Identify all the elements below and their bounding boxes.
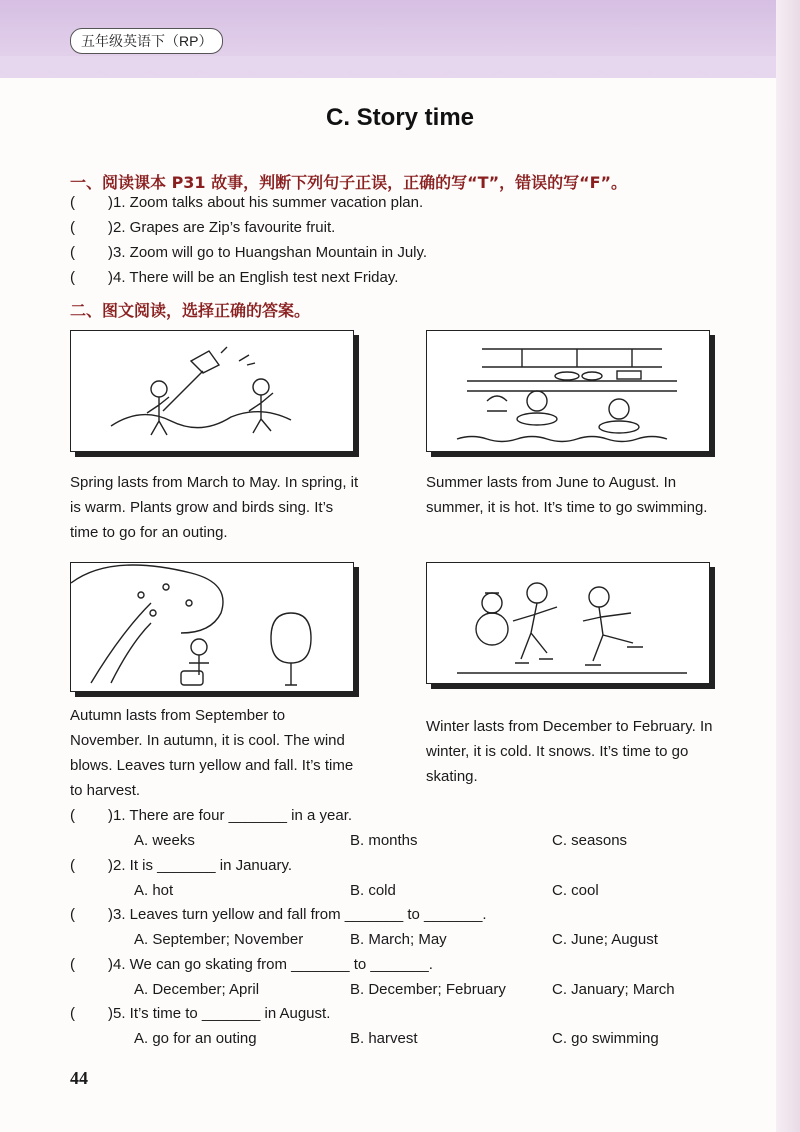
answer-blank[interactable]: ( [70, 1005, 75, 1022]
page-number: 44 [70, 1068, 88, 1088]
option-a[interactable]: A. go for an outing [134, 1030, 257, 1047]
book-label: 五年级英语下（RP） [70, 28, 223, 54]
harvest-tree-icon [71, 563, 353, 691]
answer-blank[interactable]: ( [70, 906, 75, 923]
question-text: )3. Leaves turn yellow and fall from _______ to _______. [108, 906, 487, 923]
page-edge-strip [776, 0, 800, 1132]
header-scallop-edge [0, 56, 800, 84]
statement-text: )2. Grapes are Zip’s favourite fruit. [108, 219, 336, 236]
skating-snowman-icon [427, 563, 709, 683]
option-a[interactable]: A. hot [134, 882, 174, 899]
option-b[interactable]: B. cold [350, 882, 396, 899]
answer-blank[interactable]: ( [70, 269, 75, 286]
summer-caption: Summer lasts from June to August. In summer, it is hot. It’s time to go swimming. [426, 474, 708, 516]
answer-blank[interactable]: ( [70, 807, 75, 824]
spring-caption: Spring lasts from March to May. In spring, it is warm. Plants grow and birds sing. It’s time to go for an outing. [70, 474, 359, 541]
option-b[interactable]: B. March; May [350, 931, 447, 948]
answer-blank[interactable]: ( [70, 219, 75, 236]
option-b[interactable]: B. harvest [350, 1030, 418, 1047]
option-c[interactable]: C. cool [552, 882, 599, 899]
option-a[interactable]: A. December; April [134, 981, 260, 998]
option-b[interactable]: B. months [350, 832, 418, 849]
answer-blank[interactable]: ( [70, 194, 75, 211]
option-c[interactable]: C. January; March [552, 981, 675, 998]
autumn-caption: Autumn lasts from September to November. In autumn, it is cool. The wind blows. Leaves turn yellow and fall. It’s time to harvest. [70, 707, 354, 799]
option-a[interactable]: A. September; November [134, 931, 304, 948]
statement-text: )1. Zoom talks about his summer vacation plan. [108, 194, 424, 211]
statement-text: )4. There will be an English test next Friday. [108, 269, 399, 286]
question-text: )1. There are four _______ in a year. [108, 807, 353, 824]
question-text: )4. We can go skating from _______ to _______. [108, 956, 433, 973]
answer-blank[interactable]: ( [70, 857, 75, 874]
answer-blank[interactable]: ( [70, 956, 75, 973]
statement-text: )3. Zoom will go to Huangshan Mountain in July. [108, 244, 428, 261]
option-a[interactable]: A. weeks [134, 832, 195, 849]
spring-illustration [70, 330, 354, 452]
autumn-illustration [70, 562, 354, 692]
swimming-pool-icon [427, 331, 709, 451]
answer-blank[interactable]: ( [70, 244, 75, 261]
summer-illustration [426, 330, 710, 452]
question-text: )5. It’s time to _______ in August. [108, 1005, 331, 1022]
option-c[interactable]: C. seasons [552, 832, 628, 849]
winter-illustration [426, 562, 710, 684]
part2-heading: 二、图文阅读，选择正确的答案。 [70, 301, 311, 320]
option-c[interactable]: C. June; August [552, 931, 658, 948]
section-title: C. Story time [325, 104, 475, 131]
part1-heading: 一、阅读课本 P31 故事，判断下列句子正误，正确的写“T”，错误的写“F”。 [70, 173, 628, 192]
winter-caption: Winter lasts from December to February. In winter, it is cold. It snows. It’s time to go skating. [426, 718, 713, 785]
kite-flying-icon [71, 331, 353, 451]
option-b[interactable]: B. December; February [350, 981, 506, 998]
question-text: )2. It is _______ in January. [108, 857, 292, 874]
option-c[interactable]: C. go swimming [552, 1030, 659, 1047]
